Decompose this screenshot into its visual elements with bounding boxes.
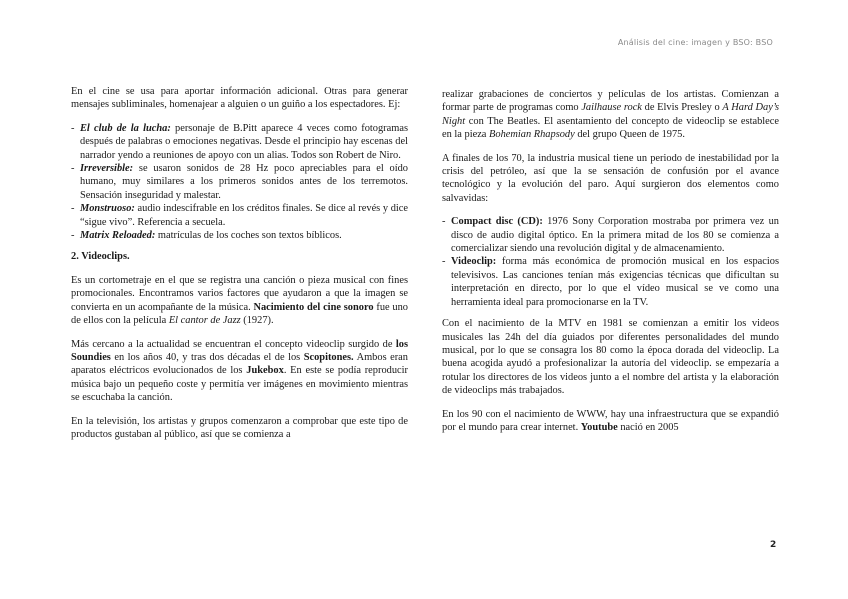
section-heading: 2. Videoclips. — [71, 251, 130, 263]
left-column — [71, 85, 408, 451]
example-text: personaje de B.Pitt aparece 4 veces como fotogramas después de palabras o emociones negativas. Desde el principio hay escenas del narrador yendo a reuniones de apoyo con un alias. Todos son Robert de Niro. — [80, 122, 408, 161]
examples-list — [71, 122, 408, 243]
list-item — [71, 122, 408, 162]
item-term: Videoclip: — [451, 256, 497, 268]
television-paragraph: En la televisión, los artistas y grupos comenzaron a comprobar que este tipo de productos gustaban al público, así que se comienza a — [71, 415, 408, 440]
example-text: matrículas de los coches son textos bíblicos. — [155, 230, 342, 242]
list-item — [71, 202, 408, 229]
soundies-paragraph: Más cercano a la actualidad se encuentran el concepto videoclip surgido de los Soundies en los años 40, y tras dos décadas el de los Scopitones. Ambos eran aparatos eléctricos evolucionados de los Jukebox. En este se podía reproducir música bajo un pequeño coste y permitía ver imágenes en movimiento mientras se escuchaba la canción. — [71, 338, 408, 404]
example-term: Matrix Reloaded: — [80, 230, 156, 242]
running-header: Análisis del cine: imagen y BSO: BSO — [617, 38, 773, 47]
mtv-paragraph: Con el nacimiento de la MTV en 1981 se comienzan a emitir los videos musicales las 24h del día guiados por diferentes personalidades del mundo musical, por lo que se consagra los 80 como la época dorada del videoclip. La buena acogida ayudó a profesionalizar la autoría del videoclip. se empezaría a rotular los directores de los videos junto a el nombre del artista y la elaboración de videoclips más trabajados. — [442, 318, 779, 397]
programs-paragraph: realizar grabaciones de conciertos y películas de los artistas. Comienzan a formar parte de programas como Jailhause rock de Elvis Presley o A Hard Day’s Night con The Beatles. El asentamiento del concepto de videoclip se establece en la pieza Bohemian Rhapsody del grupo Queen de 1975. — [442, 89, 779, 141]
example-text: se usaron sonidos de 28 Hz poco apreciables para el oído humano, muy similares a los primeros sonidos antes de los terremotos. Sensación inseguridad y malestar. — [80, 163, 408, 201]
lifesavers-list — [442, 215, 779, 309]
videoclip-definition-paragraph: Es un cortometraje en el que se registra una canción o pieza musical con fines promocionales. Encontramos varios factores que ayudaron a que la imagen se convierta en un acompañante de la música. Nacimiento del cine sonoro fue uno de ellos con la película El cantor de Jazz (1927). — [71, 274, 408, 327]
www-paragraph: En los 90 con el nacimiento de WWW, hay una infraestructura que se expandió por el mundo para crear internet. Youtube nació en 2005 — [442, 408, 779, 433]
example-text: audio indescifrable en los créditos finales. Se dice al revés y dice “sigue vivo”. Referencia a secuela. — [80, 203, 408, 228]
item-text: forma más económica de promoción musical en los espacios televisivos. Las canciones tenían más exigencias técnicas que dificultan su interpretación en directo, por lo que el vídeo musical se ve como una herramienta ideal para promocionarse en la TV. — [451, 256, 779, 308]
example-term: Irreversible: — [80, 163, 134, 175]
intro-paragraph: En el cine se usa para aportar información adicional. Otras para generar mensajes subliminales, homenajear a alguien o un guiño a los espectadores. Ej: — [71, 86, 408, 111]
seventies-paragraph: A finales de los 70, la industria musical tiene un periodo de inestabilidad por la crisis del petróleo, así que la se sensación de confusión por el avance tecnológico y la evolución del paro. Aquí surgieron dos elementos como salvavidas: — [442, 152, 779, 204]
list-item — [442, 215, 779, 255]
item-term: Compact disc (CD): — [451, 216, 543, 228]
item-text: 1976 Sony Corporation mostraba por primera vez un disco de audio digital óptico. En la primera mitad de los 80 se comienza a comercializar siendo una revolución digital y de almacenamiento. — [451, 216, 779, 255]
list-item — [442, 255, 779, 309]
example-term: El club de la lucha: — [80, 122, 171, 134]
right-column — [442, 88, 779, 444]
list-item — [71, 229, 408, 242]
example-term: Monstruoso: — [80, 203, 135, 215]
page-number: 2 — [770, 540, 777, 550]
list-item — [71, 162, 408, 202]
